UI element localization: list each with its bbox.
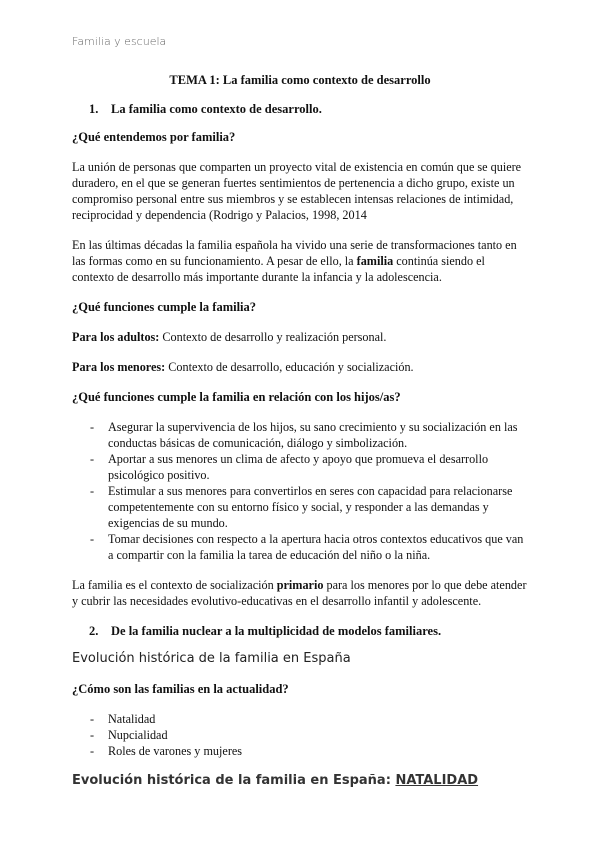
evolution-heading: Evolución histórica de la familia en España: [72, 651, 351, 666]
transformations-text-1: En las últimas décadas la familia española ha vivido una serie de transformaciones tanto en las formas como en su funcionamiento. A pesar de ello, la: [72, 238, 517, 268]
primary-text-2: para los menores por lo que debe atender y cubrir las necesidades evolutivo-educativas en el desarrollo infantil y adolescente.: [72, 578, 527, 608]
section-2-heading: [72, 623, 528, 639]
natality-heading-keyword: NATALIDAD: [395, 773, 479, 788]
section-2-number: 2.: [89, 624, 99, 638]
question-what-is-family: ¿Qué entendemos por familia?: [72, 130, 236, 144]
list-item: - Tomar decisiones con respecto a la apertura hacia otros contextos educativos que van a compartir con la familia la tarea de educación del niño o la niña.: [72, 531, 528, 563]
functions-list: [72, 419, 528, 563]
question-families-today: ¿Cómo son las familias en la actualidad?: [72, 682, 289, 696]
document-title: TEMA 1: La familia como contexto de desarrollo: [169, 73, 431, 87]
list-item: - Aportar a sus menores un clima de afecto y apoyo que promueva el desarrollo psicológico positivo.: [72, 451, 528, 483]
minors-text: Contexto de desarrollo, educación y socialización.: [165, 360, 414, 374]
minors-label: Para los menores:: [72, 360, 166, 374]
natality-heading-prefix: Evolución histórica de la familia en España:: [72, 773, 396, 788]
running-header: Familia y escuela: [72, 35, 167, 48]
adults-text: Contexto de desarrollo y realización personal.: [159, 330, 387, 344]
list-item: - Asegurar la supervivencia de los hijos, su sano crecimiento y su socialización en las conductas básicas de comunicación, diálogo y simbolización.: [72, 419, 528, 451]
section-1-heading-text: La familia como contexto de desarrollo.: [111, 102, 322, 116]
list-item: - Nupcialidad: [72, 727, 528, 743]
aspects-list: [72, 711, 528, 759]
adults-paragraph: [72, 329, 528, 345]
adults-label: Para los adultos:: [72, 330, 160, 344]
primary-bold: primario: [276, 578, 324, 592]
section-1-number: 1.: [89, 102, 99, 116]
minors-paragraph: [72, 359, 528, 375]
transformations-paragraph: [72, 237, 528, 285]
primary-context-paragraph: [72, 577, 528, 609]
natality-heading: [72, 773, 528, 789]
transformations-text-2: continúa siendo el contexto de desarrollo más importante durante la infancia y la adolescencia.: [72, 254, 485, 284]
question-functions-children: ¿Qué funciones cumple la familia en relación con los hijos/as?: [72, 390, 401, 404]
document-body: [72, 72, 528, 803]
list-item: - Roles de varones y mujeres: [72, 743, 528, 759]
section-1-heading: [72, 101, 528, 117]
list-item: - Natalidad: [72, 711, 528, 727]
primary-text-1: La familia es el contexto de socialización: [72, 578, 277, 592]
section-2-heading-text: De la familia nuclear a la multiplicidad de modelos familiares.: [111, 624, 442, 638]
transformations-bold: familia: [356, 254, 394, 268]
definition-paragraph: La unión de personas que comparten un proyecto vital de existencia en común que se quiere duradero, en el que se generan fuertes sentimientos de pertenencia a dicho grupo, existe un compromiso personal entre sus miembros y se establecen intensas relaciones de intimidad, reciprocidad y dependencia (Rodrigo y Palacios, 1998, 2014: [72, 160, 522, 222]
list-item: - Estimular a sus menores para convertirlos en seres con capacidad para relacionarse competentemente con su entorno físico y social, y responder a las demandas y exigencias de su mundo.: [72, 483, 528, 531]
question-functions: ¿Qué funciones cumple la familia?: [72, 300, 257, 314]
